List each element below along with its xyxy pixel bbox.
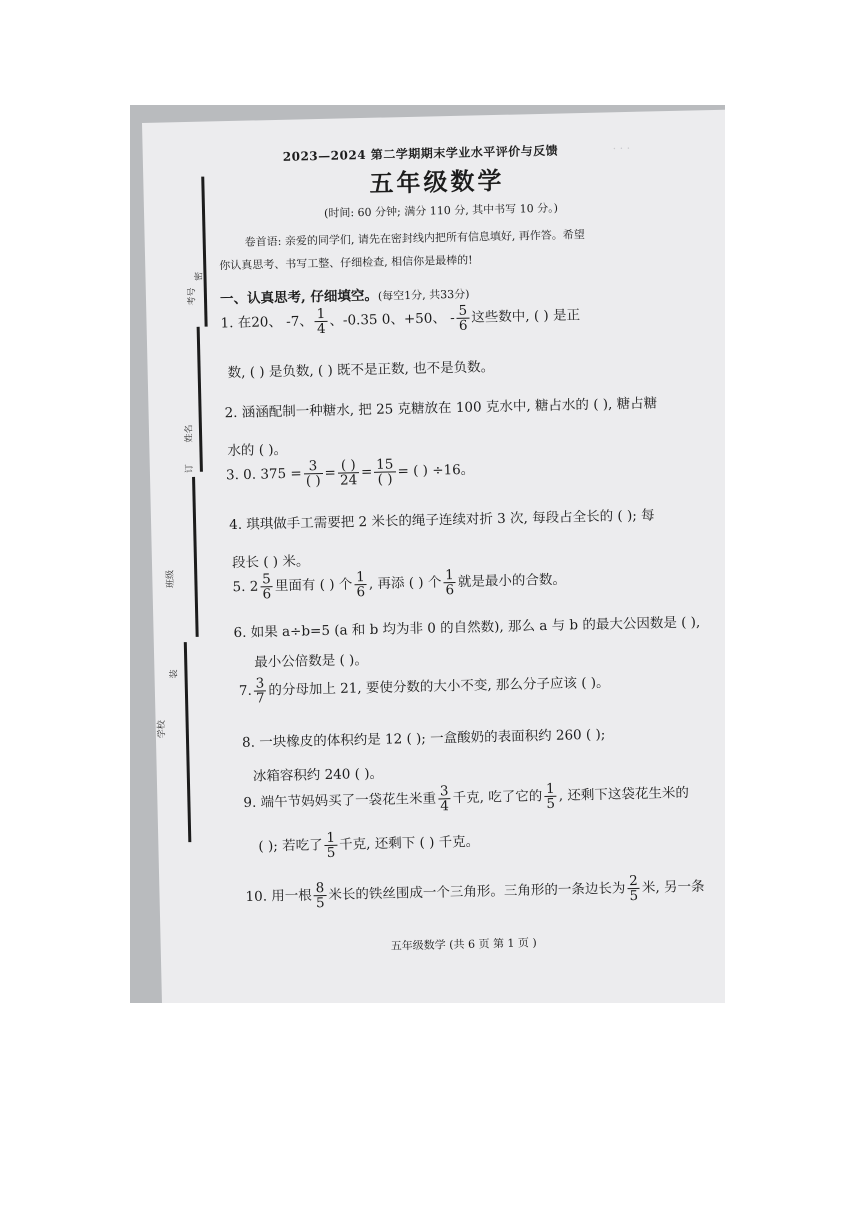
question-1-line-1: 1. 在20、 -7、 $\frac{1}{4}$ 、-0.35 0、+50、 - $\frac{5}{6}$ 这些数中, ( ) 是正	[220, 302, 581, 338]
question-7: 7. $\frac{3}{7}$ 的分母加上 21, 要使分数的大小不变, 那么分子应该 ( )。	[238, 674, 610, 707]
seal-char-mi: 密	[194, 271, 205, 281]
class-label: 班级	[165, 569, 177, 589]
fraction-one-quarter: $\frac{1}{4}$	[316, 305, 326, 338]
binding-line-top	[201, 177, 207, 327]
question-10-line-1: 10. 用一根 $\frac{8}{5}$ 米长的铁丝围成一个三角形。三角形的一条边长为 $\frac{2}{5}$ 米, 另一条	[245, 872, 705, 912]
preface-line-2: 你认真思考、书写工整、仔细检查, 相信你是最棒的!	[219, 253, 473, 273]
preface-line-1: 卷首语: 亲爱的同学们, 请先在密封线内把所有信息填好, 再作答。希望	[244, 227, 585, 249]
exam-number-label: 考号	[187, 287, 198, 306]
exam-info: (时间: 60 分钟; 满分 110 分, 其中书写 10 分。)	[323, 201, 559, 220]
question-9-line-1: 9. 端午节妈妈买了一袋花生米重 $\frac{3}{4}$ 千克, 吃了它的 $\frac{1}{5}$ , 还剩下这袋花生米的	[243, 780, 690, 815]
binding-line-bottom	[184, 642, 192, 842]
question-6-line-1: 6. 如果 a÷b=5 (a 和 b 均为非 0 的自然数), 那么 a 与 b 的最大公因数是 ( ),	[233, 614, 701, 642]
question-5: 5. 2 $\frac{5}{6}$ 里面有 ( ) 个 $\frac{1}{6}$ , 再添 ( ) 个 $\frac{1}{6}$ 就是最小的合数。	[232, 567, 567, 603]
question-8-line-2: 冰箱容积约 240 ( )。	[252, 765, 384, 785]
seal-char-ding: 订	[184, 463, 195, 474]
photo-background	[130, 105, 725, 1003]
question-4-line-2: 段长 ( ) 米。	[231, 553, 310, 572]
question-1-line-2: 数, ( ) 是负数, ( ) 既不是正数, 也不是负数。	[227, 359, 495, 382]
section-heading: 一、认真思考, 仔细填空。(每空1分, 共33分)	[219, 287, 470, 308]
subject-title: 五年级数学	[369, 165, 505, 198]
page-footer: 五年级数学 (共 6 页 第 1 页 )	[390, 936, 537, 953]
fraction-five-sixths: $\frac{5}{6}$	[458, 302, 468, 335]
question-4-line-1: 4. 琪琪做手工需要把 2 米长的绳子连续对折 3 次, 每段占全长的 ( ); 每	[228, 507, 655, 534]
bleed-through-text: · · ·	[612, 141, 631, 156]
name-label: 姓名	[184, 424, 195, 443]
question-2-line-1: 2. 涵涵配制一种糖水, 把 25 克糖放在 100 克水中, 糖占水的 ( ), 糖占糖	[224, 395, 658, 422]
question-3: 3. 0. 375 = $\frac{3}{( )}$ = $\frac{( )}{24}$ = $\frac{15}{( )}$ = ( ) ÷16。	[225, 456, 475, 490]
school-label: 学校	[157, 720, 168, 739]
question-9-line-2: ( ); 若吃了 $\frac{1}{5}$ 千克, 还剩下 ( ) 千克。	[258, 829, 480, 862]
seal-char-zhuang: 装	[169, 669, 180, 679]
exam-paper-page	[142, 109, 725, 1003]
question-6-line-2: 最小公倍数是 ( )。	[254, 652, 369, 671]
binding-line-mid	[197, 327, 203, 472]
question-8-line-1: 8. 一块橡皮的体积约是 12 ( ); 一盒酸奶的表面积约 260 ( );	[241, 726, 606, 751]
binding-line-lower	[192, 477, 199, 637]
term-title: 2023—2024 第二学期期末学业水平评价与反馈	[282, 143, 559, 164]
question-2-line-2: 水的 ( )。	[227, 441, 288, 460]
